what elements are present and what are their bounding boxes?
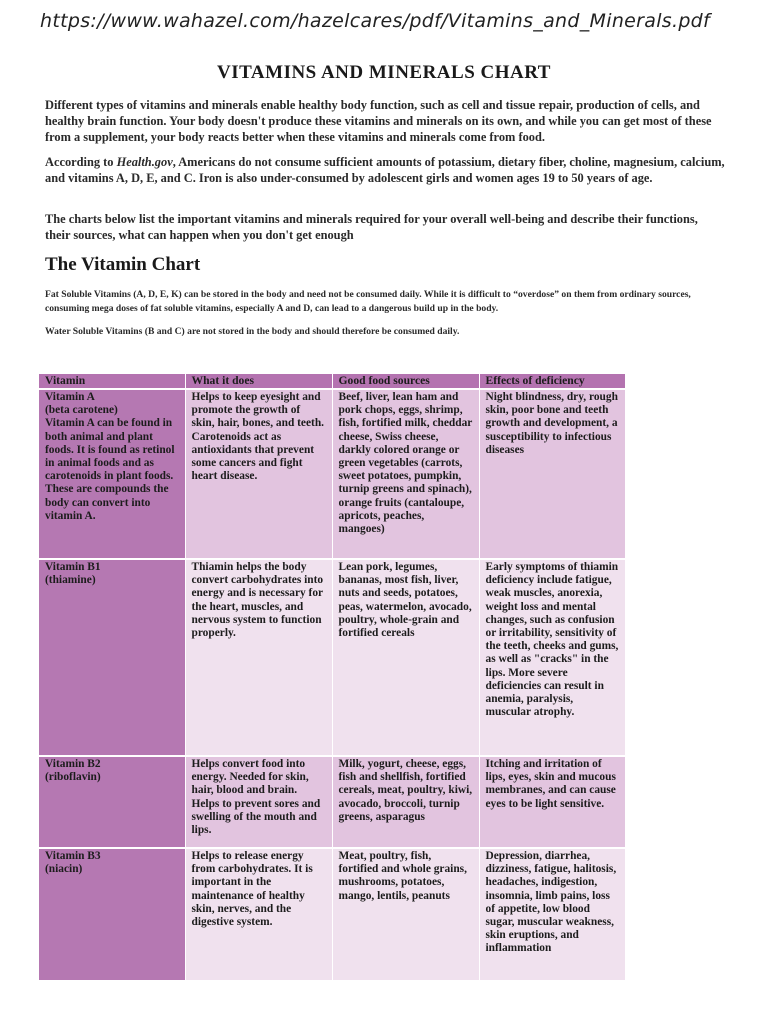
sources-cell: Beef, liver, lean ham and pork chops, eggs, shrimp, fish, fortified milk, cheddar cheese, Swiss cheese, darkly colored orange or green vegetables (carrots, sweet potatoes, pumpkin, turnip greens and spinach), orange fruits (cantaloupe, apricots, peaches, mangoes): [332, 389, 479, 559]
vitamin-cell: [39, 559, 185, 756]
vitamin-cell: [39, 848, 185, 980]
deficiency-cell: Itching and irritation of lips, eyes, skin and mucous membranes, and can cause eyes to be light sensitive.: [479, 756, 625, 848]
vitamin-table: [39, 374, 626, 980]
function-cell: Helps convert food into energy. Needed for skin, hair, blood and brain. Helps to prevent sores and swelling of the mouth and lips.: [185, 756, 332, 848]
sources-cell: Milk, yogurt, cheese, eggs, fish and shellfish, fortified cereals, meat, poultry, kiwi, avocado, broccoli, turnip greens, asparagus: [332, 756, 479, 848]
function-cell: Helps to keep eyesight and promote the growth of skin, hair, bones, and teeth. Carotenoids act as antioxidants that prevent some cancers and fight heart disease.: [185, 389, 332, 559]
intro-paragraph-1: Different types of vitamins and minerals enable healthy body function, such as cell and tissue repair, production of cells, and healthy brain function. Your body doesn't produce these vitamins and minerals on its own, and while you can get most of these from a supplement, your body reacts better when these vitamins and minerals come from food.: [45, 98, 712, 144]
header-what-it-does: What it does: [185, 374, 332, 389]
sources-cell: Meat, poultry, fish, fortified and whole grains, mushrooms, potatoes, mango, lentils, peanuts: [332, 848, 479, 980]
vitamin-name: Vitamin B2: [45, 758, 101, 770]
table-row: [39, 756, 625, 848]
header-vitamin: Vitamin: [39, 374, 185, 389]
deficiency-cell: Depression, diarrhea, dizziness, fatigue, halitosis, headaches, indigestion, insomnia, limb pains, loss of appetite, low blood sugar, muscular weakness, skin eruptions, and inflammation: [479, 848, 625, 980]
vitamin-cell: [39, 756, 185, 848]
vitamin-name: Vitamin B1: [45, 561, 101, 573]
header-deficiency: Effects of deficiency: [479, 374, 625, 389]
deficiency-cell: Night blindness, dry, rough skin, poor bone and teeth growth and development, a susceptibility to infectious diseases: [479, 389, 625, 559]
table-header-row: [39, 374, 625, 389]
vitamin-subtitle: (beta carotene) Vitamin A can be found in both animal and plant foods. It is found as retinol in animal foods and as carotenoids in plant foods. These are compounds the body can convert into vitamin A.: [45, 404, 175, 522]
function-cell: Thiamin helps the body convert carbohydrates into energy and is necessary for the heart, muscles, and nervous system to function properly.: [185, 559, 332, 756]
vitamin-name: Vitamin A: [45, 391, 95, 403]
intro-paragraph-2-after: , Americans do not consume sufficient amounts of potassium, dietary fiber, choline, magnesium, calcium, and vitamins A, D, E, and C. Iron is also under-consumed by adolescent girls and women ages 19 to 50 years of age.: [45, 155, 725, 185]
table-row: [39, 389, 625, 559]
vitamin-subtitle: (riboflavin): [45, 771, 101, 784]
section-title: The Vitamin Chart: [45, 254, 201, 275]
health-gov-link[interactable]: Health.gov: [116, 155, 173, 169]
vitamin-subtitle: (thiamine): [45, 574, 96, 587]
table-row: [39, 848, 625, 980]
document-title: VITAMINS AND MINERALS CHART: [217, 62, 551, 83]
deficiency-cell: Early symptoms of thiamin deficiency include fatigue, weak muscles, anorexia, weight loss and mental changes, such as confusion or irritability, sensitivity of the teeth, cheeks and gums, as well as "cracks" in the lips. More severe deficiencies can result in anemia, paralysis, muscular atrophy.: [479, 559, 625, 756]
vitamin-subtitle: (niacin): [45, 863, 83, 876]
header-food-sources: Good food sources: [332, 374, 479, 389]
function-cell: Helps to release energy from carbohydrates. It is important in the maintenance of healthy skin, nerves, and the digestive system.: [185, 848, 332, 980]
fat-soluble-note: Fat Soluble Vitamins (A, D, E, K) can be stored in the body and need not be consumed daily. While it is difficult to “overdose” on them from ordinary sources, consuming mega doses of fat soluble vitamins, especially A and D, can lead to a dangerous build up in the body.: [45, 289, 691, 314]
table-row: [39, 559, 625, 756]
water-soluble-note: Water Soluble Vitamins (B and C) are not stored in the body and should therefore be consumed daily.: [45, 326, 460, 337]
source-url: https://www.wahazel.com/hazelcares/pdf/Vitamins_and_Minerals.pdf: [40, 10, 711, 32]
intro-paragraph-2-before: According to: [45, 155, 117, 169]
vitamin-name: Vitamin B3: [45, 850, 101, 862]
intro-paragraph-3: The charts below list the important vitamins and minerals required for your overall well-being and describe their functions, their sources, what can happen when you don't get enough: [45, 212, 698, 242]
sources-cell: Lean pork, legumes, bananas, most fish, liver, nuts and seeds, potatoes, peas, watermelon, avocado, poultry, whole-grain and fortified cereals: [332, 559, 479, 756]
vitamin-cell: [39, 389, 185, 559]
intro-paragraph-2: [45, 154, 725, 186]
